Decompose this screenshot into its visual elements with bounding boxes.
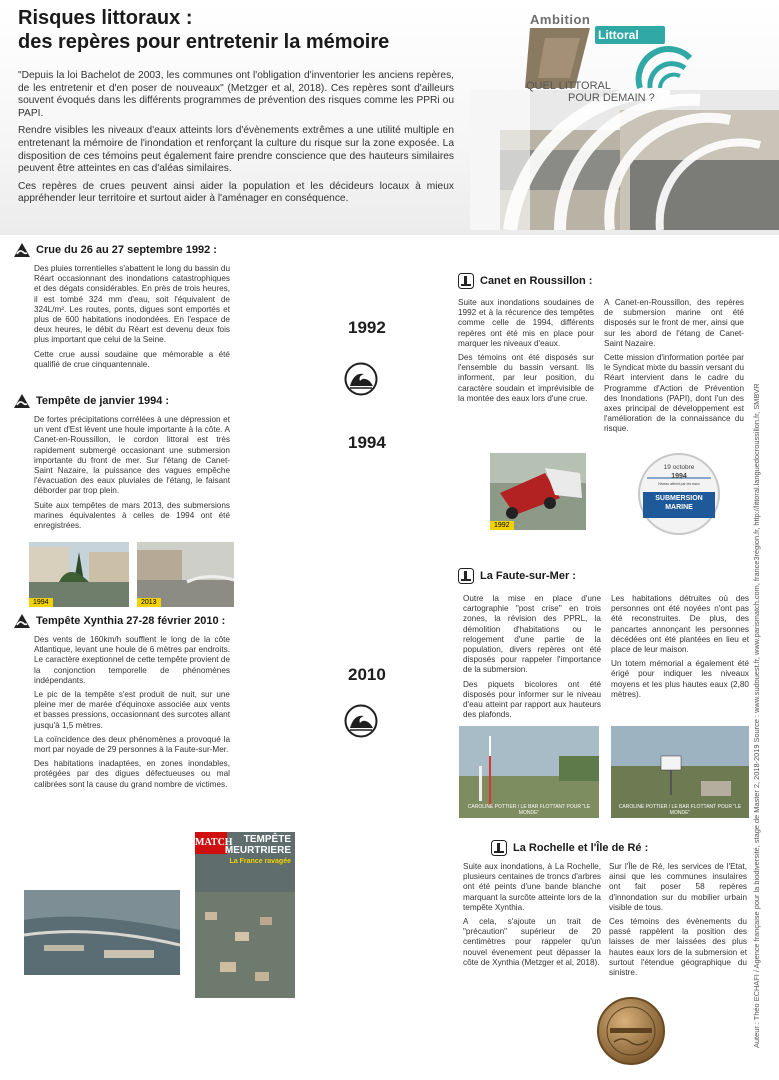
- xynthia-paragraph-4: Des habitations inadaptées, en zones inondables, protégées par des digues défectueuses ou mal calibrées sont la cause du grand nombre de victimes.: [34, 759, 230, 789]
- plaque-date: 19 octobre: [663, 464, 695, 471]
- logo-tagline-line-1: QUEL LITTORAL: [526, 80, 611, 92]
- section-crue-1992-heading: [14, 243, 217, 257]
- bronze-flood-medallion: [596, 996, 666, 1066]
- crue-paragraph-2: Cette crue aussi soudaine que mémorable a été qualifié de crue cinquantennale.: [34, 349, 230, 369]
- magazine-brand: MATCH: [195, 832, 227, 854]
- plaque-small-text: Niveau atteint par les eaux: [658, 482, 700, 486]
- timeline-year-1992: 1992: [348, 318, 386, 337]
- logo-word-littoral: Littoral: [598, 28, 639, 42]
- magazine-headline: [225, 834, 291, 856]
- section-crue-1992-title: Crue du 26 au 27 septembre 1992 :: [36, 244, 217, 256]
- section-tempete-1994-title: Tempête de janvier 1994 :: [36, 395, 170, 407]
- title-line-2: des repères pour entretenir la mémoire: [18, 31, 390, 53]
- photo-tag-1994: 1994: [29, 598, 53, 607]
- intro-paragraph-3: Ces repères de crues peuvent ainsi aider la population et les décideurs locaux à mieux appréhender leur territoire et surtout aider à l'aménager en conséquence.: [18, 180, 454, 205]
- plaque-year: 1994: [671, 473, 687, 480]
- photo-faute-pancarte: [611, 726, 749, 818]
- canet-paragraph-3: A Canet-en-Roussillon, des repères de submersion marine ont été disposés sur le front de mer, ainsi que sur les abord de l'étang de Canet-Saint Nazaire.: [604, 298, 744, 348]
- timeline-year-1994: 1994: [348, 433, 386, 452]
- logo-word-ambition: Ambition: [530, 12, 591, 27]
- section-faute-col1: [463, 594, 601, 724]
- photo-tag-2013: 2013: [137, 598, 161, 607]
- magazine-headline-2: MEURTRIERE: [224, 845, 291, 856]
- xynthia-paragraph-1: Des vents de 160km/h soufflent le long de la côte Atlantique, levant une houle de 6 mètres par endroits. Le caractère exeptionnel de cette tempête provient de la conjonction temporelle de phénomènes indépendants.: [34, 635, 230, 685]
- wave-warning-icon: [14, 394, 30, 408]
- rochelle-paragraph-4: Ces témoins des évènements du passé rappèlent la position des laisses de mer laissées des plus hautes eaux lors de la submersion et surtout l'étendue géographique du sinistre.: [609, 917, 747, 978]
- rochelle-paragraph-3: Sur l'Île de Ré, les services de l'Etat, ainsi que les communes insulaires ont fait poser 58 repères d'innondation sur du mobilier urbain visible de tous.: [609, 862, 747, 912]
- section-faute-heading: [458, 568, 576, 584]
- section-rochelle-col1: [463, 862, 601, 972]
- section-canet-col1: [458, 298, 594, 408]
- title-line-1: Risques littoraux :: [18, 7, 193, 29]
- wave-warning-icon: [14, 243, 30, 257]
- section-crue-1992-body: [34, 264, 230, 374]
- section-rochelle-title: La Rochelle et l'Île de Ré :: [513, 842, 649, 854]
- crue-paragraph-1: Des pluies torrentielles s'abattent le long du bassin du Réart occasionnant des inondations catastrophiques et des dégats considérables. En près de trois heures, il est tombé 324 mm d'eau, soit l'équivalent de 324L/m². Les routes, ponts, digues sont emportés et plus de 600 habitations inodondées. En l'espace de deux heures, le débit du Réart est devenu deux fois plus important que celui de la Seine.: [34, 264, 230, 345]
- tempete94-paragraph-2: Suite aux tempêtes de mars 2013, des submersions marines équivalentes à celles de 1994 ont été enregistrées.: [34, 500, 230, 531]
- section-rochelle-col2: [609, 862, 747, 982]
- section-rochelle-heading: [491, 840, 648, 856]
- page-title: [18, 6, 389, 54]
- magazine-subheadline: La France ravagée: [229, 858, 291, 865]
- section-faute-title: La Faute-sur-Mer :: [480, 570, 576, 582]
- flood-marker-icon: [491, 840, 507, 856]
- faute-paragraph-4: Un totem mémorial a également été érigé pour indiquer les niveaux moyens et les plus hautes eaux (2,80 mètres).: [611, 659, 749, 699]
- section-canet-title: Canet en Roussillon :: [480, 275, 593, 287]
- xynthia-paragraph-2: Le pic de la tempête s'est produit de nuit, sur une pleine mer de marée d'équinoxe associée aux vents et basses pressions, occasionnant des surcotes allant jusqu'à 1,5 mètres.: [34, 690, 230, 730]
- tempete94-paragraph-1: De fortes précipitations corrélées à une dépression et un vent d'Est lèvent une houle importante à la côte. A Canet-en-Roussillon, le cordon littoral est très rapidement submergé occasionant une submersion importante du front de mer. Sur l'étang de Canet-Saint Nazaire, la puissance des vagues empêche l'évacuation des eaux pluviales de l'étang, le faisant déborder par trop plein.: [34, 415, 230, 496]
- flood-marker-icon: [458, 568, 474, 584]
- section-tempete-1994-body: [34, 415, 230, 535]
- plaque-label: [637, 494, 721, 512]
- intro-text: [18, 70, 454, 211]
- photo-car-flood-1992: [490, 453, 586, 530]
- photo-flood-1994: [29, 542, 129, 607]
- plaque-label-line-2: MARINE: [665, 504, 693, 511]
- photo-caption-2: CAROLINE POTTIER / LE BAR FLOTTANT POUR "LE MONDE": [618, 804, 742, 816]
- tsunami-wave-icon: [344, 362, 378, 396]
- wave-warning-icon: [14, 614, 30, 628]
- credits-sidebar: Auteur : Théo ECHAFI / Agence française pour la biodiversité, stage de Master 2, 2018-2019 Source : www.sudouest.fr, www.parismatch.com, france3région.fr, http://littoral.languedocroussillon.fr, SMBVR: [752, 383, 761, 1048]
- canet-paragraph-1: Suite aux inondations soudaines de 1992 et à la récurence des tempêtes comme celle de 1994, différents repères ont été mis en place pour marquer les niveaux d'eaux.: [458, 298, 594, 348]
- canet-paragraph-4: Cette mission d'information portée par le Syndicat mixte du bassin versant du Réart intervient dans le cadre du Programme d'Action de Prévention des Inondations (PAPI), dont l'un des axes principal de développement est l'amélioration de la connaissance du risque.: [604, 353, 744, 434]
- plaque-label-line-1: SUBMERSION: [655, 495, 703, 502]
- intro-paragraph-2: Rendre visibles les niveaux d'eaux atteints lors d'évènements extrêmes a une utilité multiple en entretenant la mémoire de l'inondation et renforçant la culture du risque sur la zone exposée. La disposition de ces témoins peut également faire prendre conscience que des hauteurs similaires peuvent être atteintes en cas d'aléas similaires.: [18, 125, 454, 175]
- section-faute-col2: [611, 594, 749, 704]
- canet-paragraph-2: Des témoins ont été disposés sur l'ensemble du bassin versant. Ils informent, par leur position, du caractère soudain et imprévisible de la montée des eaux lors d'une crue.: [458, 353, 594, 403]
- photo-flood-2013: [137, 542, 234, 607]
- timeline-year-2010: 2010: [348, 665, 386, 684]
- photo-caption-1: CAROLINE POTTIER / LE BAR FLOTTANT POUR "LE MONDE": [467, 804, 591, 816]
- section-xynthia-heading: [14, 614, 225, 628]
- section-tempete-1994-heading: [14, 394, 169, 408]
- section-canet-heading: [458, 273, 592, 289]
- flood-marker-icon: [458, 273, 474, 289]
- photo-faute-piquets: [459, 726, 599, 818]
- faute-paragraph-1: Outre la mise en place d'une cartographie "post crise" en trois zones, la révision des PPRL, la démolition d'habitations ou le relogement d'une partie de la population, divers repères ont été disposés pour rappeler l'importance de la submersion.: [463, 594, 601, 675]
- section-xynthia-body: [34, 635, 230, 794]
- photo-tag-1992: 1992: [490, 521, 514, 530]
- rochelle-paragraph-1: Suite aux inondations, à La Rochelle, plusieurs centaines de troncs d'arbres ont été peints d'une bande blanche marquant la surcôte atteinte lors de la tempête Xynthia.: [463, 862, 601, 912]
- magazine-headline-1: TEMPÊTE: [243, 834, 291, 845]
- section-xynthia-title: Tempête Xynthia 27-28 février 2010 :: [36, 615, 226, 627]
- magazine-cover: [195, 832, 295, 998]
- tsunami-wave-icon: [344, 704, 378, 738]
- intro-paragraph-1: "Depuis la loi Bachelot de 2003, les communes ont l'obligation d'inventorier les anciens repères, de les entretenir et d'en poser de nouveaux" (Metzger et al, 2018). Ces repères sont d'ailleurs souvent évoqués dans les différents programmes de prévention des risques comme les PPRi ou PAPI.: [18, 70, 454, 119]
- faute-paragraph-3: Les habitations détruites où des personnes ont été noyées n'ont pas été reconstruites. De plus, des pancartes annonçant les personnes décédées ont été plantées en lieu et place de leur maison.: [611, 594, 749, 655]
- xynthia-paragraph-3: La coïncidence des deux phénomènes a provoqué la mort par noyade de 29 personnes à la Faute-sur-Mer.: [34, 734, 230, 755]
- logo-tagline-line-2: POUR DEMAIN ?: [568, 92, 655, 104]
- logo-tagline: [526, 80, 655, 104]
- photo-aerial-flood: [24, 890, 180, 975]
- faute-paragraph-2: Des piquets bicolores ont été disposés pour informer sur le niveau d'eau atteint par rapport aux hauteurs des plafonds.: [463, 679, 601, 720]
- rochelle-paragraph-2: A cela, s'ajoute un trait de "précaution" supérieur de 20 centimètres pour rappeler qu'un nouvel évenement peut dépasser la côte de Xynthia (Metzger et al, 2018).: [463, 917, 601, 967]
- section-canet-col2: [604, 298, 744, 439]
